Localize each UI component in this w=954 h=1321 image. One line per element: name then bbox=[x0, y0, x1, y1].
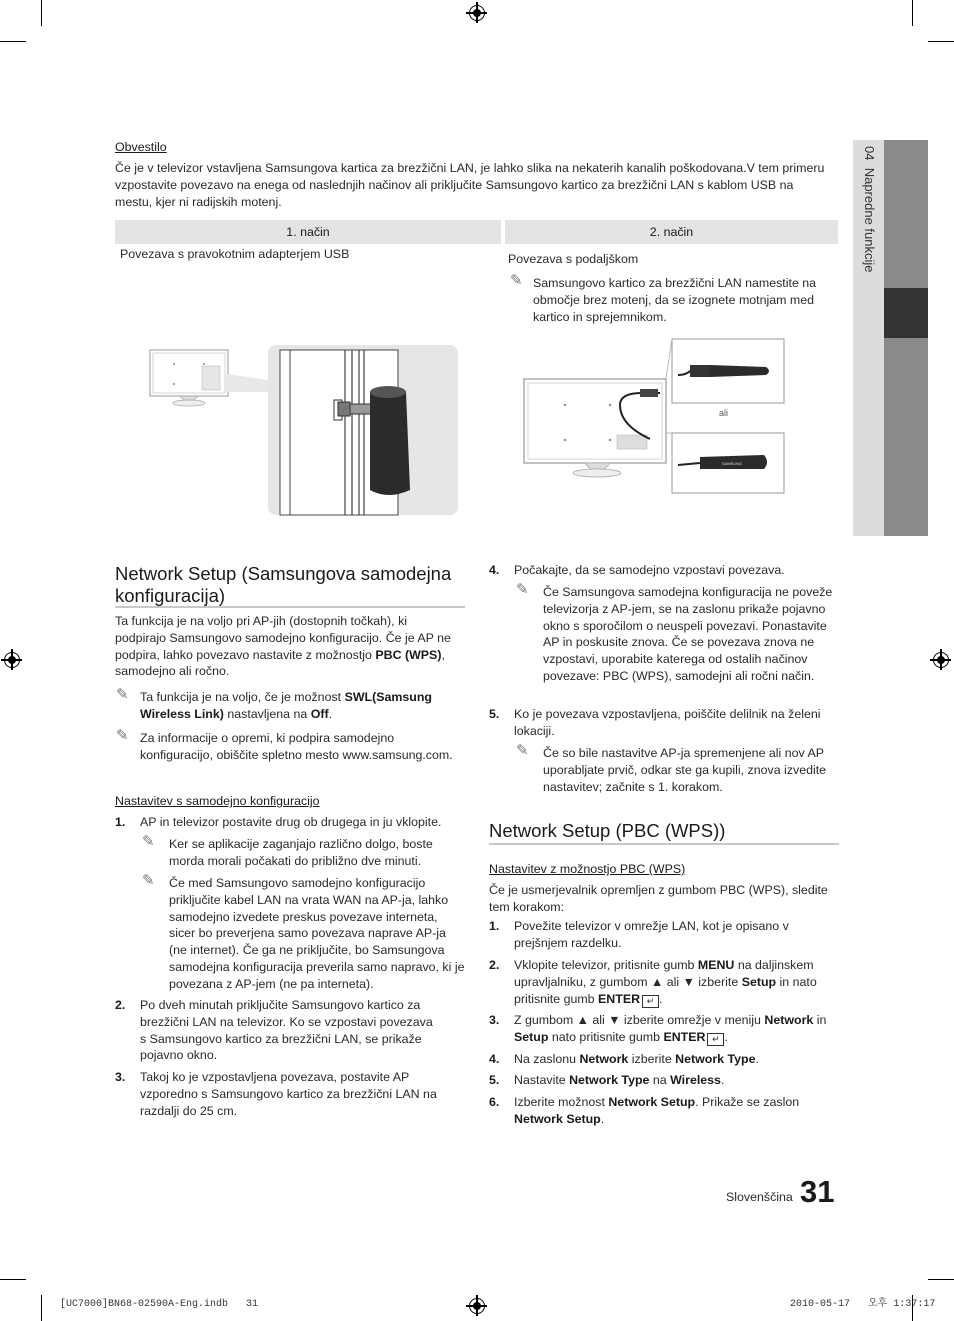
notice-text: Če je v televizor vstavljena Samsungova kartica za brezžični LAN, je lahko slika na nekaterih kanalih poškodovana.V tem primeru vzpostavite povezavo na enega od naslednjih načinov ali priključite Samsungovo kartico za brezžični LAN s kablom USB na mestu, kjer ni radijskih motenj. bbox=[115, 161, 825, 209]
section2-subheading: Nastavitev z možnostjo PBC (WPS) bbox=[489, 862, 686, 876]
section1-step4: Počakajte, da se samodejno vzpostavi povezava. bbox=[514, 563, 785, 577]
crop-mark bbox=[912, 0, 913, 26]
step-number: 3. bbox=[489, 1013, 500, 1027]
step-number: 1. bbox=[489, 919, 500, 933]
section1-subheading: Nastavitev s samodejno konfiguracijo bbox=[115, 794, 320, 808]
illustration-usb-adapter bbox=[140, 340, 462, 520]
note-icon: ✎ bbox=[116, 686, 129, 703]
registration-mark-icon bbox=[469, 1298, 485, 1314]
enter-icon: ↵ bbox=[642, 995, 659, 1008]
section1-step1: AP in televizor postavite drug ob drugega in ju vklopite. bbox=[140, 815, 442, 829]
table-col2-note: Samsungovo kartico za brezžični LAN namestite na območje brez motenj, da se izognete motnjam med kartico in sprejemnikom. bbox=[533, 276, 817, 324]
side-tab-block bbox=[884, 140, 928, 288]
side-tab-block bbox=[884, 338, 928, 536]
step-number: 2. bbox=[489, 958, 500, 972]
illustration-extension-cable bbox=[520, 335, 792, 495]
note-icon: ✎ bbox=[116, 727, 129, 744]
crop-mark bbox=[928, 41, 954, 42]
side-tab-panel bbox=[853, 140, 884, 536]
enter-icon: ↵ bbox=[707, 1033, 724, 1046]
footer-datetime: 2010-05-17 오후 1:37:17 bbox=[790, 1299, 936, 1310]
section2-step4: Na zaslonu Network izberite Network Type. bbox=[514, 1052, 759, 1066]
table-col2-text: Povezava s podaljškom bbox=[508, 252, 639, 266]
step-number: 4. bbox=[489, 563, 500, 577]
table-header-col1: 1. način bbox=[115, 220, 501, 244]
section2-intro: Če je usmerjevalnik opremljen z gumbom PBC (WPS), sledite tem korakom: bbox=[489, 883, 828, 914]
step-number: 5. bbox=[489, 707, 500, 721]
section1-title: Network Setup (Samsungova samodejna konfiguracija) bbox=[115, 563, 452, 606]
step-number: 4. bbox=[489, 1052, 500, 1066]
footer-file: [UC7000]BN68-02590A-Eng.indb 31 bbox=[60, 1299, 259, 1310]
section1-note2: Za informacije o opremi, ki podpira samodejno konfiguracijo, obiščite spletno mesto www.samsung.com. bbox=[140, 731, 453, 762]
note-icon: ✎ bbox=[142, 872, 155, 889]
section1-note1: Ta funkcija je na voljo, če je možnost SWL(Samsung Wireless Link) nastavljena na Off. bbox=[140, 690, 432, 721]
section1-step3: Takoj ko je vzpostavljena povezava, postavite AP vzporedno s Samsungovo kartico za brezžični LAN na razdalji do 25 cm. bbox=[140, 1070, 437, 1118]
registration-mark-icon bbox=[4, 652, 20, 668]
section1-step1-note1: Ker se aplikacije zaganjajo različno dolgo, boste morda morali počakati do približno dve minuti. bbox=[169, 837, 433, 868]
section1-step1-note2: Če med Samsungovo samodejno konfiguracijo priključite kabel LAN na vrata WAN na AP-ja, lahko samodejno izvedete preskus povezave interneta, sicer bo preverjena samo povezava naprave AP-ja (ne internet). Če ga ne priključite, bo Samsungova samodejna konfiguracija preverila samo napravo, ki je povezana z AP-jem (ne pa interneta). bbox=[169, 876, 465, 991]
crop-mark bbox=[0, 41, 26, 42]
section1-rule bbox=[115, 606, 465, 608]
note-icon: ✎ bbox=[142, 833, 155, 850]
side-tab-label bbox=[859, 146, 879, 273]
table-header-col2: 2. način bbox=[505, 220, 838, 244]
note-icon: ✎ bbox=[516, 581, 529, 598]
note-icon: ✎ bbox=[510, 272, 523, 289]
notice-heading: Obvestilo bbox=[115, 140, 167, 154]
crop-mark bbox=[928, 1279, 954, 1280]
section2-step6: Izberite možnost Network Setup. Prikaže se zaslon Network Setup. bbox=[514, 1095, 800, 1126]
step-number: 3. bbox=[115, 1070, 126, 1084]
side-tab-active-block bbox=[884, 288, 928, 338]
section2-step2: Vklopite televizor, pritisnite gumb MENU na daljinskem upravljalniku, z gumbom ▲ ali ▼ izberite Setup in nato pritisnite gumb ENTER ↵ . bbox=[514, 958, 817, 1006]
note-icon: ✎ bbox=[516, 742, 529, 759]
section2-step1: Povežite televizor v omrežje LAN, kot je opisano v prejšnjem razdelku. bbox=[514, 919, 789, 950]
section2-step3: Z gumbom ▲ ali ▼ izberite omrežje v meniju Network in Setup nato pritisnite gumb ENTER ↵ . bbox=[514, 1013, 827, 1044]
section2-title: Network Setup (PBC (WPS)) bbox=[489, 820, 726, 841]
crop-mark bbox=[0, 1279, 26, 1280]
step-number: 6. bbox=[489, 1095, 500, 1109]
section1-step2: Po dveh minutah priključite Samsungovo kartico za brezžični LAN na televizor. Ko se vzpostavi povezava s Samsungovo kartico za brezžični LAN, se prikaže pojavno okno. bbox=[140, 998, 433, 1063]
section1-step5-note: Če so bile nastavitve AP-ja spremenjene ali nov AP uporabljate prvič, odkar ste ga kupili, znova izvedite nastavitev; začnite s 1. korakom. bbox=[543, 746, 827, 794]
brand-label: SAMSUNG bbox=[721, 461, 743, 466]
registration-mark-icon bbox=[469, 5, 485, 21]
registration-mark-icon bbox=[933, 652, 949, 668]
ali-label: ali bbox=[719, 408, 729, 418]
section1-intro: Ta funkcija je na voljo pri AP-jih (dostopnih točkah), ki podpirajo Samsungovo samodejno konfiguracijo. Če je AP ne podpira, lahko povezavo nastavite z možnostjo PBC (WPS), samodejno ali ročno. bbox=[115, 614, 451, 679]
crop-mark bbox=[41, 0, 42, 26]
chapter-number: 04 bbox=[862, 146, 877, 161]
chapter-title: Napredne funkcije bbox=[862, 167, 877, 273]
section2-rule bbox=[489, 843, 839, 845]
step-number: 1. bbox=[115, 815, 126, 829]
crop-mark bbox=[41, 1295, 42, 1321]
page-number: 31 bbox=[800, 1174, 835, 1209]
footer-language: Slovenščina bbox=[726, 1190, 793, 1204]
section2-step5: Nastavite Network Type na Wireless. bbox=[514, 1073, 725, 1087]
step-number: 5. bbox=[489, 1073, 500, 1087]
step-number: 2. bbox=[115, 998, 126, 1012]
section1-step5: Ko je povezava vzpostavljena, poiščite delilnik na želeni lokaciji. bbox=[514, 707, 821, 738]
section1-step4-note: Če Samsungova samodejna konfiguracija ne poveže televizorja z AP-jem, se na zaslonu prikaže pojavno okno s sporočilom o neuspeli povezavi. Ponastavite AP in poskusite znova. Če se povezava znova ne vzpostavi, uporabite katerega od ostalih načinov povezave: PBC (WPS), samodejni ali ročni način. bbox=[543, 585, 833, 683]
table-col1-text: Povezava s pravokotnim adapterjem USB bbox=[120, 247, 350, 261]
